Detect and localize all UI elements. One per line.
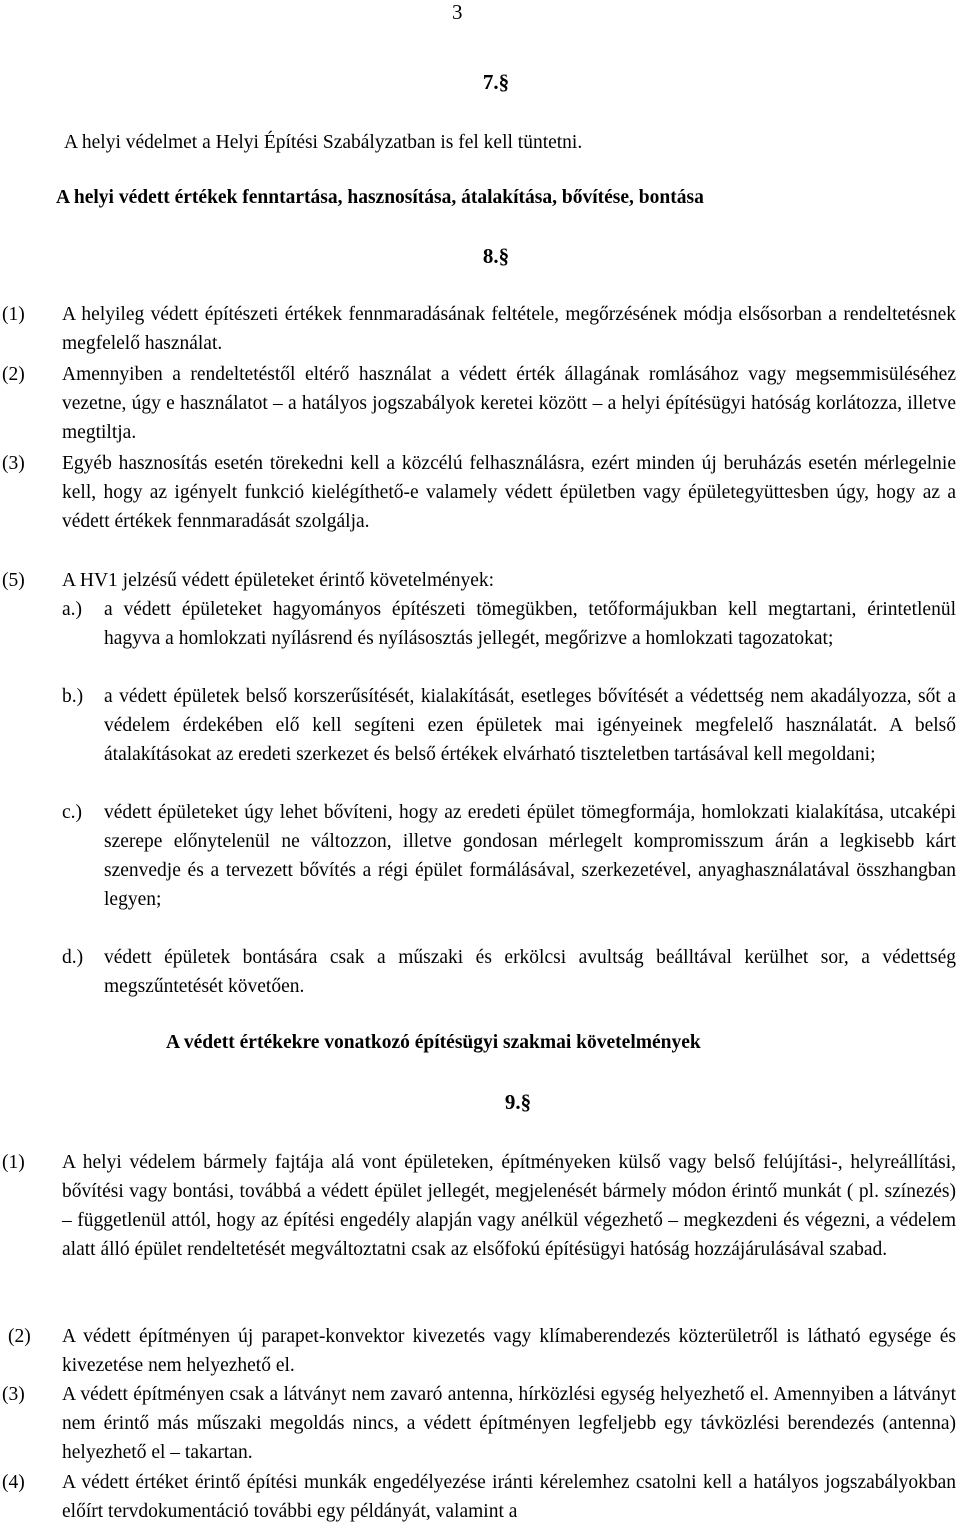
paragraph-number: (1) <box>2 304 25 325</box>
paragraph-number: (5) <box>2 570 25 591</box>
paragraph-text: A védett építményen új parapet-konvektor kivezetés vagy klímaberendezés közterületről is látható egysége és kivezetése nem helyezhető el. <box>62 1326 956 1376</box>
intro-line: A helyi védelmet a Helyi Építési Szabályzatban is fel kell tüntetni. <box>64 132 583 153</box>
item-text: a védett épületek belső korszerűsítését, kialakítását, esetleges bővítését a védettség nem akadályozza, sőt a védelem érdekében elő kell segíteni ezen épületek mai igényeinek megfelelő használatát. A belső átalakításokat az eredeti szerkezet és belső értékek elvárható tiszteletben tartásával kell megoldani; <box>104 686 956 765</box>
paragraph-number: (2) <box>2 364 25 385</box>
paragraph-text: A helyi védelem bármely fajtája alá vont épületeken, építményeken külső vagy belső felújítási-, helyreállítási, bővítési vagy bontási, továbbá a védett épület jellegét, megjelenését bármely módon érintő munkát ( pl. színezés) – függetlenül attól, hogy az építési engedély alapján vagy anélkül végezhető – megkezdeni és végezni, a védelem alatt álló épület rendeltetését megváltoztatni csak az elsőfokú építésügyi hatóság hozzájárulásával szabad. <box>62 1152 956 1260</box>
item-text: védett épületek bontására csak a műszaki és erkölcsi avultság beálltával kerülhet sor, a védettség megszűntetését követően. <box>104 947 956 997</box>
paragraph-number: (1) <box>2 1152 25 1173</box>
item-text: védett épületeket úgy lehet bővíteni, hogy az eredeti épület tömegformája, homlokzati kialakítása, utcaképi szerepe előnytelenül ne változzon, illetve gondosan mérlegelt kompromisszum árán a legkisebb kárt szenvedje és a tervezett bővítés a régi épület formálásával, szerkezetével, anyaghasználatával összhangban legyen; <box>104 802 956 910</box>
paragraph-text: A HV1 jelzésű védett épületeket érintő követelmények: <box>62 570 495 591</box>
paragraph-text: Egyéb hasznosítás esetén törekedni kell a közcélú felhasználásra, ezért minden új beruházás esetén mérlegelnie kell, hogy az igényelt funkció kielégíthető-e valamely védett épületben vagy épületegyüttesben úgy, hogy az a védett értékek fennmaradását szolgálja. <box>62 453 956 532</box>
paragraph-text: A helyileg védett építészeti értékek fennmaradásának feltétele, megőrzésének módja elsősorban a rendeltetésnek megfelelő használat. <box>62 304 956 354</box>
item-label: d.) <box>62 947 84 968</box>
section-7-number: 7.§ <box>482 70 510 94</box>
section-8-number: 8.§ <box>482 244 510 268</box>
paragraph-number: (3) <box>2 1384 25 1405</box>
paragraph-number: (3) <box>2 453 25 474</box>
item-label: c.) <box>62 802 83 823</box>
item-label: b.) <box>62 686 84 707</box>
paragraph-text: Amennyiben a rendeltetéstől eltérő használat a védett érték állagának romlásához vagy megsemmisüléséhez vezetne, úgy e használatot – a hatályos jogszabályok keretei között – a helyi építésügyi hatóság korlátozza, illetve megtiltja. <box>62 364 956 443</box>
paragraph-number: (4) <box>2 1472 25 1493</box>
item-label: a.) <box>62 599 83 620</box>
page-number: 3 <box>452 0 463 24</box>
section-9-number: 9.§ <box>504 1090 532 1114</box>
paragraph-text: A védett értéket érintő építési munkák engedélyezése iránti kérelemhez csatolni kell a hatályos jogszabályokban előírt tervdokumentáció további egy példányát, valamint a <box>62 1472 956 1522</box>
paragraph-number: (2) <box>8 1326 31 1347</box>
section-heading-requirements: A védett értékekre vonatkozó építésügyi szakmai követelmények <box>166 1032 701 1053</box>
section-heading-protected-values: A helyi védett értékek fenntartása, hasznosítása, átalakítása, bővítése, bontása <box>56 187 704 208</box>
paragraph-text: A védett építményen csak a látványt nem zavaró antenna, hírközlési egység helyezhető el. Amennyiben a látványt nem érintő más műszaki megoldás nincs, a védett építményen legfeljebb egy távközlési berendezés (antenna) helyezhető el – takartan. <box>62 1384 956 1463</box>
item-text: a védett épületeket hagyományos építészeti tömegükben, tetőformájukban kell megtartani, érintetlenül hagyva a homlokzati nyílásrend és nyílásosztás jellegét, megőrizve a homlokzati tagozatokat; <box>104 599 956 649</box>
